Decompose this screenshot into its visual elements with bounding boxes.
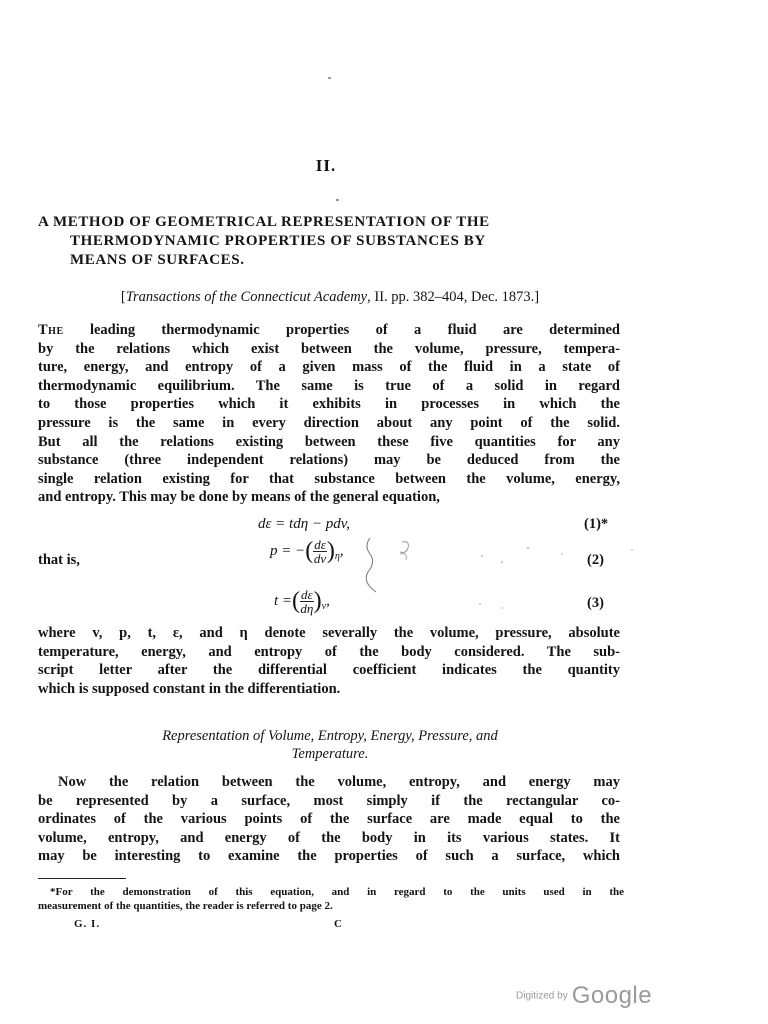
para1-line-6: pressure is the same in every direction about any point of the solid.: [38, 414, 620, 431]
equation-2-number: (2): [587, 552, 604, 568]
chapter-number: II.: [315, 156, 337, 175]
footnote-rule: [38, 878, 126, 879]
equation-2-fraction: $\frac{d\varepsilon}{dv}$: [313, 537, 327, 566]
signature-mark-right: C: [334, 918, 342, 930]
citation: [60, 289, 600, 306]
paragraph-definitions: [38, 624, 620, 698]
section-heading: [60, 727, 600, 763]
para2-line-1: where v, p, t, ε, and η denote severally the volume, pressure, absolute: [38, 625, 620, 641]
signature-mark-left: G. I.: [74, 918, 101, 930]
footnote-line-2: measurement of the quantities, the reader is referred to page 2.: [38, 900, 333, 912]
google-watermark: [516, 982, 652, 1010]
para3-line-3: ordinates of the various points of the surface are made equal to the: [38, 811, 620, 828]
para1-line-9: single relation existing for that substance between the volume, energy,: [38, 470, 620, 487]
equation-3-lhs: t =: [274, 592, 293, 609]
equation-1: dε = tdη − pdv,: [258, 516, 351, 532]
paper-title: [38, 213, 622, 270]
lead-word: The: [38, 322, 64, 338]
speck-mark: [328, 77, 331, 79]
para1-line-1: leading thermodynamic properties of a fluid are determined: [63, 322, 620, 338]
title-line-3: MEANS OF SURFACES.: [70, 252, 245, 268]
equation-3-subscript: v: [321, 600, 327, 612]
title-line-2: THERMODYNAMIC PROPERTIES OF SUBSTANCES BY: [70, 233, 486, 249]
citation-journal: Transactions of the Connecticut Academy: [125, 289, 368, 305]
equation-3-fraction: $\frac{d\varepsilon}{d\eta}$: [300, 587, 314, 616]
paragraph-intro: [38, 321, 620, 507]
speck-mark: [336, 199, 339, 201]
title-line-1: A METHOD OF GEOMETRICAL REPRESENTATION OF THE: [38, 214, 490, 230]
para2-line-3: script letter after the differential coefficient indicates the quantity: [38, 662, 620, 679]
para1-line-7: But all the relations existing between these five quantities for any: [38, 433, 620, 450]
para3-line-5: may be interesting to examine the properties of such a surface, which: [38, 848, 620, 865]
section-heading-line-2: Temperature.: [291, 746, 369, 762]
para1-line-10: and entropy. This may be done by means of the general equation,: [38, 489, 440, 506]
equation-3: t =( $\frac{d\varepsilon}{d\eta}$ )$_v$,: [274, 587, 330, 616]
google-logo: Google: [571, 982, 653, 1009]
citation-open: [: [120, 289, 126, 305]
para3-line-4: volume, entropy, and energy of the body in its various states. It: [38, 829, 620, 846]
para1-line-3: ture, energy, and entropy of a given mass of the fluid in a state of: [38, 359, 620, 376]
equation-1-number: (1)*: [584, 516, 609, 532]
para3-line-2: be represented by a surface, most simply if the rectangular co-: [38, 792, 620, 809]
para2-line-2: temperature, energy, and entropy of the body considered. The sub-: [38, 643, 620, 660]
equation-2-subscript: η: [334, 550, 340, 562]
equation-2: p = −( $\frac{d\varepsilon}{dv}$ )$_\eta$,: [270, 537, 344, 566]
digitized-by-label: Digitized by: [516, 990, 568, 1002]
para3-line-1: Now the relation between the volume, entropy, and energy may: [58, 774, 620, 790]
equation-2-lhs: p = −: [270, 542, 306, 559]
citation-rest: , II. pp. 382–404, Dec. 1873.]: [367, 289, 540, 305]
para1-line-4: thermodynamic equilibrium. The same is true of a solid in regard: [38, 377, 620, 394]
para1-line-2: by the relations which exist between the volume, pressure, tempera-: [38, 340, 620, 357]
para1-line-8: substance (three independent relations) may be deduced from the: [38, 452, 620, 469]
paragraph-representation: [38, 773, 620, 866]
section-heading-line-1: Representation of Volume, Entropy, Energy, Pressure, and: [162, 728, 498, 744]
pencil-annotation-marks: [362, 532, 662, 622]
para2-line-4: which is supposed constant in the differentiation.: [38, 680, 341, 697]
equation-3-number: (3): [587, 595, 604, 611]
footnote: [38, 885, 624, 913]
footnote-line-1: *For the demonstration of this equation, and in regard to the units used in the: [50, 886, 624, 898]
that-is-label: that is,: [38, 552, 80, 568]
para1-line-5: to those properties which it exhibits in processes in which the: [38, 396, 620, 413]
